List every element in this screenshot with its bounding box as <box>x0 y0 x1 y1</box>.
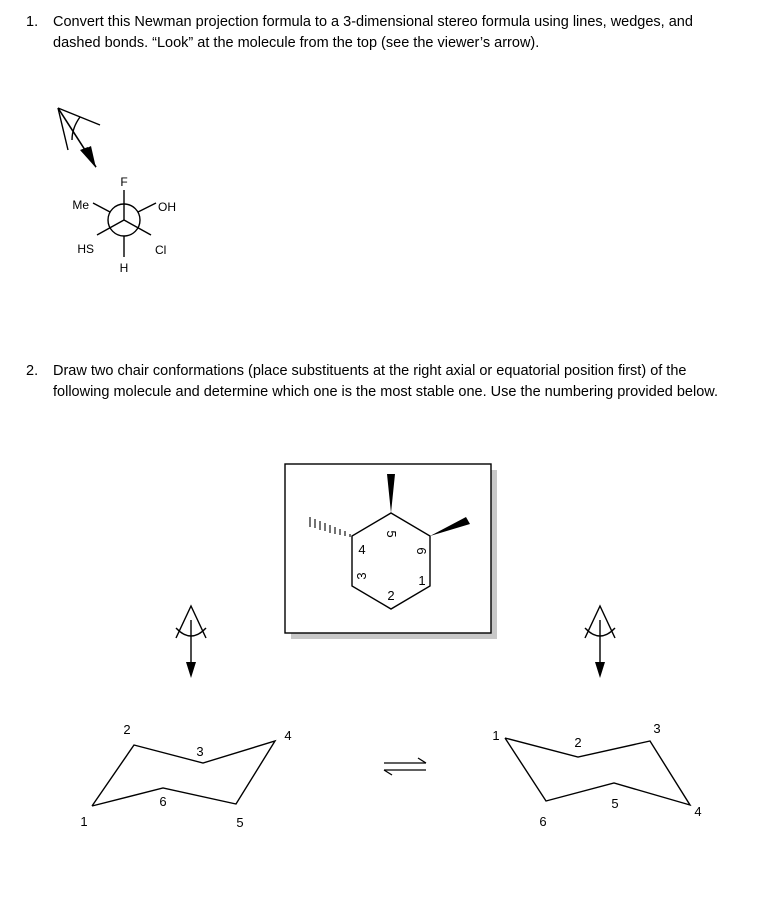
chair-right-label-3: 3 <box>653 721 661 736</box>
chair-left-label-3: 3 <box>196 744 204 759</box>
chair-left-label-1: 1 <box>80 814 88 829</box>
viewer-eye-icon-left <box>176 606 206 668</box>
ring-label-4: 4 <box>358 542 366 557</box>
ring-label-3: 3 <box>354 572 369 580</box>
newman-lower-right-label: Cl <box>155 243 167 257</box>
ring-label-5: 5 <box>384 530 399 538</box>
viewer-arrow-head-right <box>595 662 605 678</box>
chair-left-label-5: 5 <box>236 815 244 830</box>
chair-left-label-4: 4 <box>284 728 292 743</box>
ring-label-6: 6 <box>414 547 429 555</box>
viewer-eye-icon-right <box>585 606 615 668</box>
chair-left <box>92 741 275 806</box>
question-1-text: Convert this Newman projection formula to a 3-dimensional stereo formula using lines, wedges, and dashed bonds. “Look” at the molecule from the top (see the viewer’s arrow). <box>53 14 693 51</box>
newman-upper-left-label: Me <box>72 198 89 212</box>
question-2-text: Draw two chair conformations (place substituents at the right axial or equatorial position first) of the following molecule and determine which one is the most stable one. Use the numbering provided below. <box>53 363 718 400</box>
chair-right-label-5: 5 <box>611 796 619 811</box>
newman-projection <box>93 190 156 257</box>
ring-label-2: 2 <box>387 588 395 603</box>
question-2-number: 2. <box>26 363 39 379</box>
question-1-number: 1. <box>26 14 39 30</box>
chair-right-label-6: 6 <box>539 814 547 829</box>
equilibrium-arrows <box>384 758 426 775</box>
equilibrium-symbol: ⇌ <box>404 770 406 771</box>
newman-top-label: F <box>120 175 128 189</box>
chair-right-label-1: 1 <box>492 728 500 743</box>
chair-left-label-6: 6 <box>159 794 167 809</box>
chair-right-label-2: 2 <box>574 735 582 750</box>
ring-label-1: 1 <box>418 573 426 588</box>
viewer-arrow-head-left <box>186 662 196 678</box>
chair-right <box>505 738 690 805</box>
chair-left-label-2: 2 <box>123 722 131 737</box>
chair-right-label-4: 4 <box>694 804 702 819</box>
newman-bottom-label: H <box>119 261 129 275</box>
newman-upper-right-label: OH <box>158 200 176 214</box>
newman-lower-left-label: HS <box>77 242 94 256</box>
